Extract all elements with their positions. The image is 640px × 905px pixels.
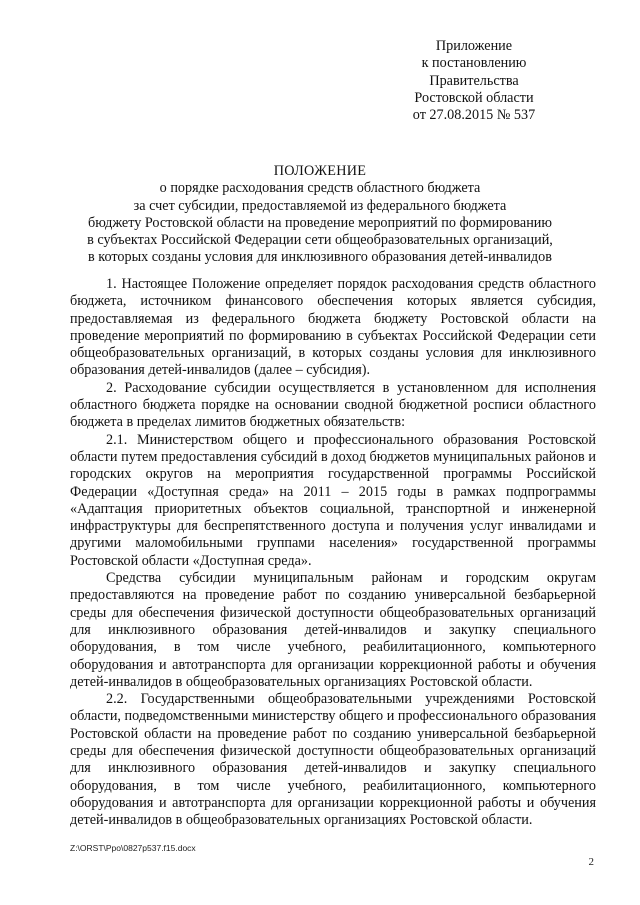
annex-line: Правительства [429,72,519,89]
annex-line: Приложение [435,38,513,54]
title-line: в которых созданы условия для инклюзивного образования детей-инвалидов [88,249,552,266]
annex-line: к постановлению [421,55,527,72]
annex-date-line: от 27.08.2015 № 537 [412,107,536,124]
title-line: о порядке расходования средств областного бюджета [159,180,481,197]
title-line: за счет субсидии, предоставляемой из федерального бюджета [133,197,507,214]
paragraph-2: 2. Расходование субсидии осуществляется в установленном для исполнения областного бюджета порядке на основании сводной бюджетной росписи областного бюджета в пределах лимитов бюджетных обязательств: [70,379,596,431]
paragraph-2-2: 2.2. Государственными общеобразовательными учреждениями Ростовской области, подведомственными министерству общего и профессионального образования Ростовской области на проведение работ по созданию универсальной безбарьерной среды для обеспечения физической доступности общеобразовательных организаций для инклюзивного образования детей-инвалидов и закупку специального оборудования, в том числе учебного, реабилитационного, компьютерного оборудования и автотранспорта для организации коррекционной работы и обучения детей-инвалидов в общеобразовательных организациях Ростовской области. [70,691,596,829]
paragraph-1: 1. Настоящее Положение определяет порядок расходования средств областного бюджета, источником финансового обеспечения которых является субсидия, предоставляемая из федерального бюджета бюджету Ростовской области на проведение мероприятий по формированию в субъектах Российской Федерации сети общеобразовательных организаций, в которых созданы условия для инклюзивного образования детей-инвалидов (далее – субсидия). [70,276,596,379]
file-path-footer: Z:\ORST\Ppo\0827p537.f15.docx [70,843,196,853]
page-number: 2 [588,856,594,868]
document-title [50,163,590,267]
title-line: в субъектах Российской Федерации сети общеобразовательных организаций, [87,232,553,249]
title-line: бюджету Ростовской области на проведение мероприятий по формированию [88,214,552,231]
annex-line: Ростовской области [414,89,534,106]
title-heading: ПОЛОЖЕНИЕ [273,163,367,179]
document-body [70,276,596,830]
paragraph-2-1: 2.1. Министерством общего и профессионального образования Ростовской области путем предоставления субсидий в доход бюджетов муниципальных районов и городских округов на мероприятия государственной программы Российской Федерации «Доступная среда» на 2011 – 2015 годы в рамках подпрограммы «Адаптация приоритетных объектов социальной, транспортной и инженерной инфраструктуры для беспрепятственного доступа и получения услуг инвалидами и другими маломобильными группами населения» государственной программы Ростовской области «Доступная среда». [70,431,596,569]
annex-block [384,38,564,124]
paragraph-2-1-funds: Средства субсидии муниципальным районам и городским округам предоставляются на проведение работ по созданию универсальной безбарьерной среды для обеспечения физической доступности общеобразовательных организаций для инклюзивного образования детей-инвалидов и закупку специального оборудования, в том числе учебного, реабилитационного, компьютерного оборудования и автотранспорта для организации коррекционной работы и обучения детей-инвалидов в общеобразовательных организациях Ростовской области. [70,570,596,690]
